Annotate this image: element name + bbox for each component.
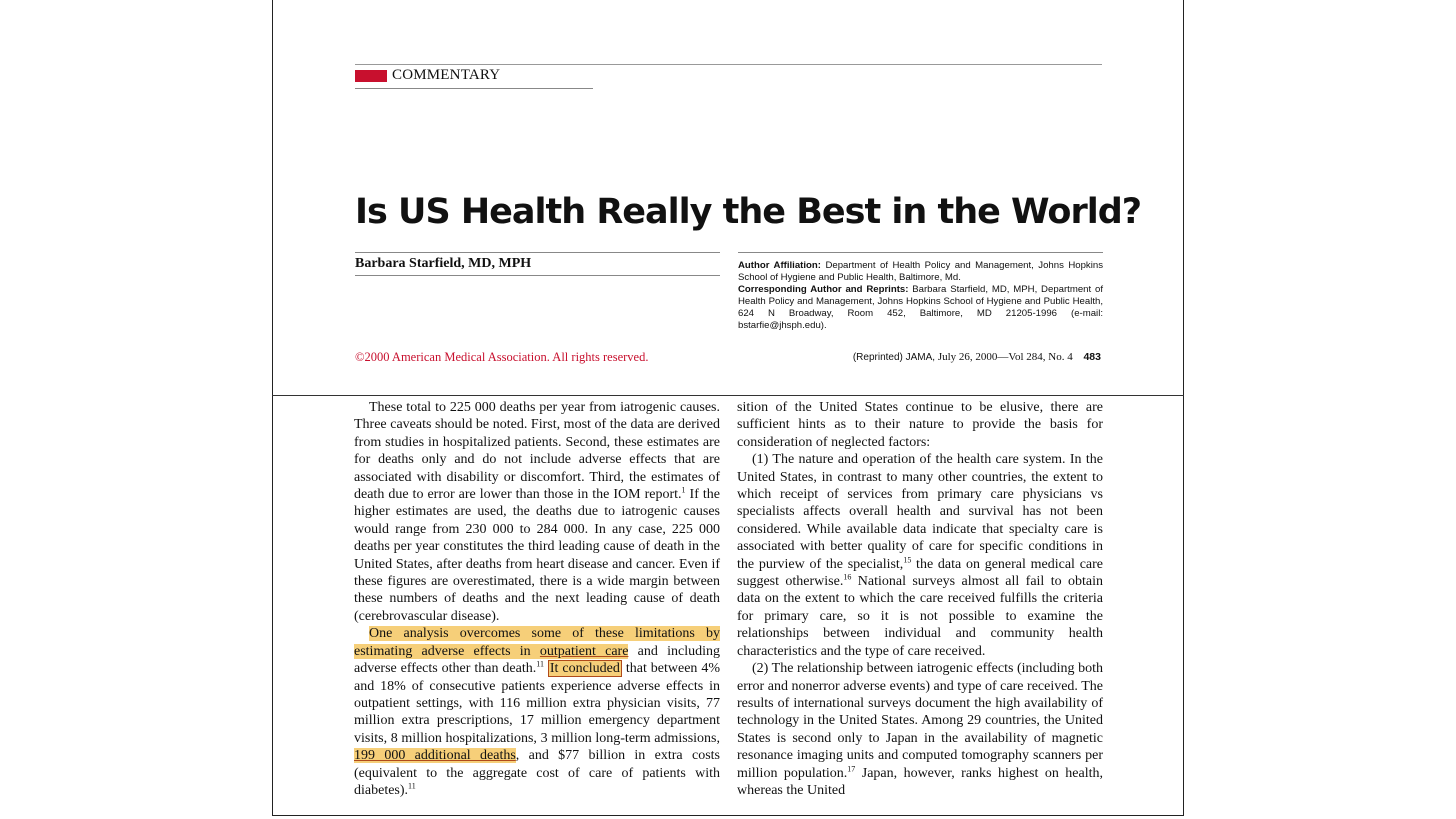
- highlight-underline-annotation[interactable]: 199 000 additional deaths: [354, 748, 516, 764]
- section-label: COMMENTARY: [392, 67, 501, 83]
- affiliation-label: Author Affiliation:: [738, 260, 821, 271]
- section-color-bar: [355, 70, 387, 82]
- paragraph-text: These total to 225 000 deaths per year from iatrogenic causes. Three caveats should be noted. First, most of the data are derived from studies in hospitalized patients. Second, these estimates are for deaths only and do not include adverse effects that are associated with disability or discomfort. Third, the estimates of death due to error are lower than those in the IOM report.: [354, 400, 720, 503]
- body-column-right: [737, 399, 1103, 799]
- paragraph-text: National surveys almost all fail to obtain data on the extent to which the care received fulfills the criteria for primary care, so it is not possible to examine the relationships between individual and community health characteristics and the type of care received.: [737, 574, 1104, 659]
- author-block: [355, 252, 720, 276]
- page-number: 483: [1083, 351, 1101, 363]
- paragraph-text: (1) The nature and operation of the health care system. In the United States, in contrast to many other countries, the extent to which receipt of services from primary care physicians vs specialists affects overall health and survival has not been considered. While available data indicate that specialty care is associated with better quality of care for specific conditions in the purview of the specialist,: [737, 452, 1103, 572]
- boxed-annotation[interactable]: It concluded: [549, 661, 620, 677]
- reference-marker[interactable]: 16: [843, 572, 852, 582]
- journal-citation: [853, 351, 1101, 363]
- paragraph-text: the data on general medical care suggest otherwise.: [737, 556, 1103, 590]
- highlight-underline-annotation[interactable]: outpatient care: [539, 643, 629, 659]
- citation-reprinted: (Reprinted) JAMA,: [852, 352, 936, 363]
- citation-date-volume: July 26, 2000—Vol 284, No. 4: [937, 351, 1073, 363]
- reference-marker[interactable]: 1: [681, 485, 686, 495]
- body-column-left: [354, 399, 720, 799]
- page-divider: [272, 395, 1184, 396]
- paragraph-continued: sition of the United States continue to be elusive, there are sufficient hints as to their nature to provide the basis for consideration of neglected factors:: [737, 400, 1103, 450]
- header-rule: [355, 64, 1102, 65]
- author-affiliation: [738, 252, 1103, 332]
- paragraph: [737, 451, 1103, 660]
- copyright-notice: ©2000 American Medical Association. All rights reserved.: [355, 350, 649, 364]
- corresponding-label: Corresponding Author and Reprints:: [738, 284, 909, 295]
- affiliation-text: Department of Health Policy and Management, Johns Hopkins School of Hygiene and Public Health, Baltimore, Md.: [738, 260, 1103, 283]
- paragraph-text: If the higher estimates are used, the deaths due to iatrogenic causes would range from 230 000 to 284 000. In any case, 225 000 deaths per year constitutes the third leading cause of death in the United States, after deaths from heart disease and cancer. Even if these figures are overestimated, there is a wide margin between these numbers of deaths and the next leading cause of death (cerebrovascular disease).: [354, 487, 720, 624]
- author-name: Barbara Starfield, MD, MPH: [355, 256, 532, 271]
- reference-marker[interactable]: 11: [408, 781, 416, 791]
- corresponding-text: Barbara Starfield, MD, MPH, Department of Health Policy and Management, Johns Hopkins School of Hygiene and Public Health, 624 N Broadway, Room 452, Baltimore, MD 21205-1996 (e-mail: bstarfie@jhsph.edu).: [738, 284, 1103, 331]
- paragraph-text: , and $77 billion in extra costs (equivalent to the aggregate cost of care of patients with diabetes).: [354, 748, 720, 798]
- paragraph-text: and including adverse effects other than death.: [354, 643, 720, 677]
- article-title: Is US Health Really the Best in the World?: [355, 192, 1142, 232]
- reference-marker[interactable]: 15: [903, 555, 912, 564]
- paragraph-highlighted: [354, 625, 720, 799]
- paragraph-text: that between 4% and 18% of consecutive patients experience adverse effects in outpatient settings, with 116 million extra physician visits, 77 million extra prescriptions, 17 million emergency department visits, 8 million hospitalizations, 3 million long-term admissions,: [354, 661, 721, 746]
- paragraph-text: (2) The relationship between iatrogenic effects (including both error and nonerror adverse events) and type of care received. The results of international surveys document the high availability of technology in the United States. Among 29 countries, the United States is second only to Japan in the availability of magnetic resonance imaging units and computed tomography scanners per million population.: [737, 661, 1103, 781]
- reference-marker[interactable]: 11: [536, 659, 544, 669]
- paragraph-text: Japan, however, ranks highest on health, whereas the United: [737, 765, 1103, 798]
- paragraph: [354, 399, 720, 625]
- section-tag: [355, 68, 593, 89]
- highlight-annotation[interactable]: One analysis overcomes some of these limitations by estimating adverse effects in: [354, 626, 720, 659]
- reference-marker[interactable]: 17: [847, 763, 856, 773]
- paragraph: [737, 660, 1103, 799]
